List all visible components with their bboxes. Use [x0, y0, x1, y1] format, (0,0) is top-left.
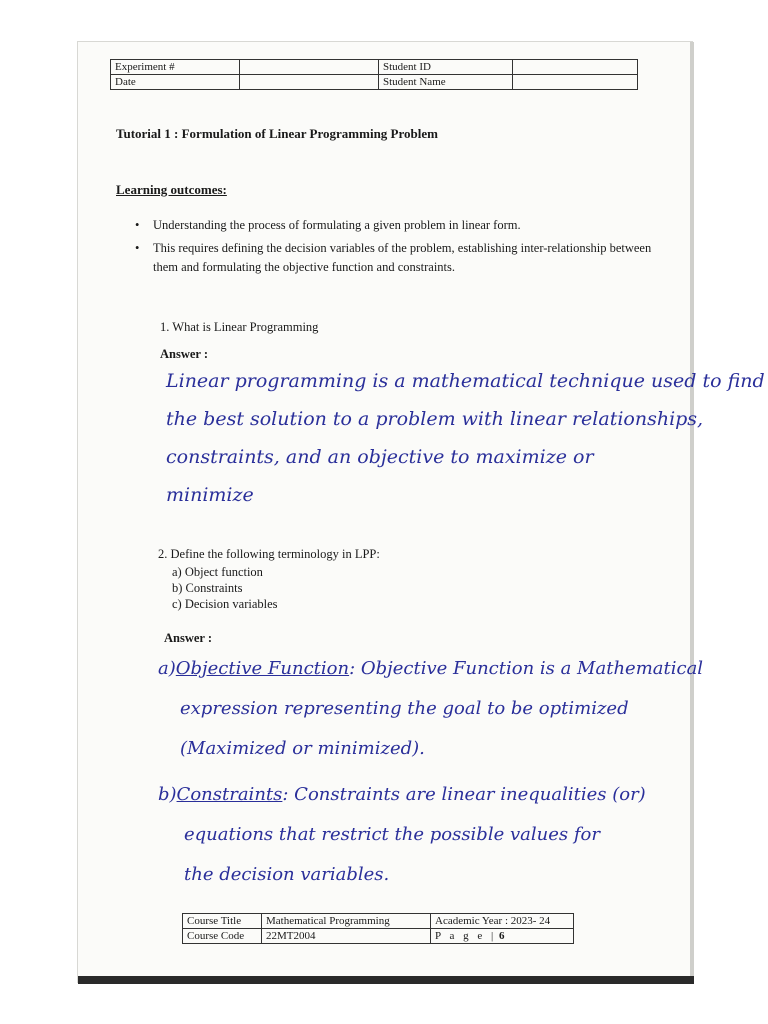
course-title-value: Mathematical Programming	[262, 914, 431, 929]
date-value	[240, 75, 379, 90]
answer-1-line: Linear programming is a mathematical technique used to find	[166, 370, 765, 392]
student-id-label: Student ID	[379, 60, 513, 75]
answer-1-line: minimize	[166, 484, 254, 506]
list-item: • This requires defining the decision variables of the problem, establishing inter-relationship between them and formulating the objective function and constraints.	[135, 241, 652, 274]
learning-outcomes-heading: Learning outcomes:	[116, 182, 227, 197]
page-number: 6	[498, 930, 505, 942]
date-label: Date	[111, 75, 240, 90]
answer-2-handwriting	[158, 649, 703, 895]
constraints-line: the decision variables.	[184, 864, 390, 885]
objective-function-line: a)Objective Function: Objective Function is a Mathematical	[158, 658, 704, 679]
question-2-parts	[172, 564, 278, 612]
student-name-value	[513, 75, 638, 90]
answer-1-line: the best solution to a problem with linear relationships,	[166, 408, 704, 430]
course-code-label: Course Code	[183, 929, 262, 944]
page-edge-bottom	[78, 976, 694, 984]
experiment-value	[240, 60, 379, 75]
course-title-label: Course Title	[183, 914, 262, 929]
answer-2-label: Answer :	[164, 631, 213, 645]
experiment-label: Experiment #	[111, 60, 240, 75]
student-name-label: Student Name	[379, 75, 513, 90]
question-2-part: b) Constraints	[172, 581, 243, 595]
question-2: 2. Define the following terminology in LPP:	[158, 547, 380, 561]
header-table	[110, 59, 638, 90]
list-item: • Understanding the process of formulating a given problem in linear form.	[135, 216, 655, 235]
student-id-value	[513, 60, 638, 75]
tutorial-title: Tutorial 1 : Formulation of Linear Programming Problem	[116, 126, 438, 141]
answer-1-label: Answer :	[160, 347, 209, 361]
question-1: 1. What is Linear Programming	[160, 320, 319, 334]
objective-function-line: expression representing the goal to be optimized	[180, 698, 629, 719]
page-indicator	[431, 929, 574, 944]
footer-table	[182, 913, 574, 944]
objective-function-line: (Maximized or minimized).	[180, 738, 425, 759]
academic-year: Academic Year : 2023- 24	[431, 914, 574, 929]
course-code-value: 22MT2004	[262, 929, 431, 944]
answer-1-handwriting	[166, 362, 765, 514]
question-2-part: c) Decision variables	[172, 597, 278, 611]
objective-function-term: Objective Function	[175, 658, 350, 679]
answer-1-line: constraints, and an objective to maximize or	[166, 446, 594, 468]
question-2-part: a) Object function	[172, 565, 263, 579]
bullet-icon: •	[135, 241, 140, 255]
learning-outcomes-list	[135, 216, 655, 281]
constraints-line: b)Constraints: Constraints are linear inequalities (or)	[158, 784, 646, 805]
bullet-icon: •	[135, 218, 140, 232]
constraints-term: Constraints	[176, 784, 283, 805]
page-label: P a g e |	[435, 930, 497, 942]
constraints-line: equations that restrict the possible values for	[184, 824, 600, 845]
